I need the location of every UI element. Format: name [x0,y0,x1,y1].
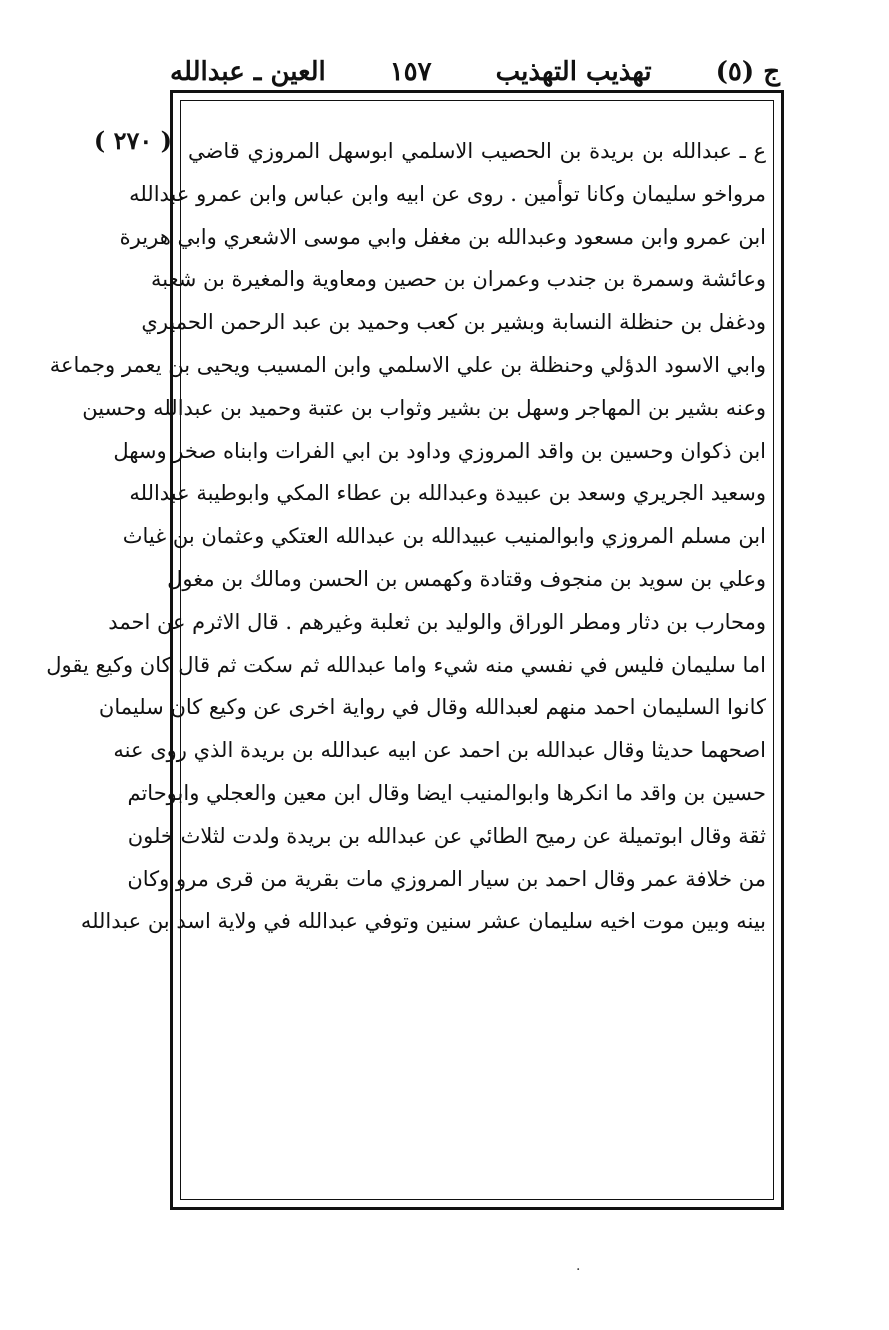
text-line: وسعيد الجريري وسعد بن عبيدة وعبدالله بن عطاء المكي وابوطيبة عبدالله [129,481,766,506]
text-line: من خلافة عمر وقال احمد بن سيار المروزي مات بقرية من قرى مرو وكان [127,866,766,891]
text-line: وعائشة وسمرة بن جندب وعمران بن حصين ومعاوية والمغيرة بن شعبة [151,267,766,292]
text-line: ومحارب بن دثار ومطر الوراق والوليد بن ثعلبة وغيرهم . قال الاثرم عن احمد [108,609,766,634]
text-line: وعلي بن سويد بن منجوف وقتادة وكهمس بن الحسن ومالك بن مغول [167,566,766,591]
text-line: ابن مسلم المروزي وابوالمنيب عبيدالله بن عبدالله العتكي وعثمان بن غياث [122,524,766,549]
entry-number: ( ٢٧٠ ) [93,126,172,155]
text-line: مرواخو سليمان وكانا توأمين . روى عن ابيه وابن عباس وابن عمرو عبدالله [129,181,766,206]
text-line: بينه وبين موت اخيه سليمان عشر سنين وتوفي عبدالله في ولاية اسد بن عبدالله [80,909,766,934]
book-title: تهذيب التهذيب [495,57,652,87]
text-line: اما سليمان فليس في نفسي منه شيء واما عبدالله ثم سكت ثم قال كان وكيع يقول [46,652,766,677]
text-line: كانوا السليمان احمد منهم لعبدالله وقال في رواية اخرى عن وكيع كان سليمان [98,695,766,720]
text-line: ابن عمرو وابن مسعود وعبدالله بن مغفل وابي موسى الاشعري وابي هريرة [119,224,766,249]
text-line: حسين بن واقد ما انكرها وابوالمنيب ايضا وقال ابن معين والعجلي وابوحاتم [127,780,766,805]
text-line: اصحهما حديثا وقال عبدالله بن احمد عن ابيه عبدالله بن بريدة الذي روى عنه [113,738,766,763]
text-line: ثقة وقال ابوتميلة عن رميح الطائي عن عبدالله بن بريدة ولدت لثلاث خلون [127,823,766,848]
text-line: ابن ذكوان وحسين بن واقد المروزي وداود بن ابي الفرات وابناه صخر وسهل [113,438,766,463]
volume-number: ج (٥) [715,57,780,87]
text-line: ودغفل بن حنظلة النسابة وبشير بن كعب وحميد بن عبد الرحمن الحميري [141,310,766,335]
section-title: العين ـ عبدالله [170,57,326,87]
page-header [170,52,780,92]
text-line: وعنه بشير بن المهاجر وسهل بن بشير وثواب بن عتبة وحميد بن عبدالله وحسين [82,395,766,420]
text-line: وابي الاسود الدؤلي وحنظلة بن علي الاسلمي وابن المسيب ويحيى بن يعمر وجماعة [49,352,766,377]
text-line: ع ـ عبدالله بن بريدة بن الحصيب الاسلمي ابوسهل المروزي قاضي [188,139,766,163]
page-number: ١٥٧ [389,57,432,87]
printer-mark: · [576,1262,581,1278]
